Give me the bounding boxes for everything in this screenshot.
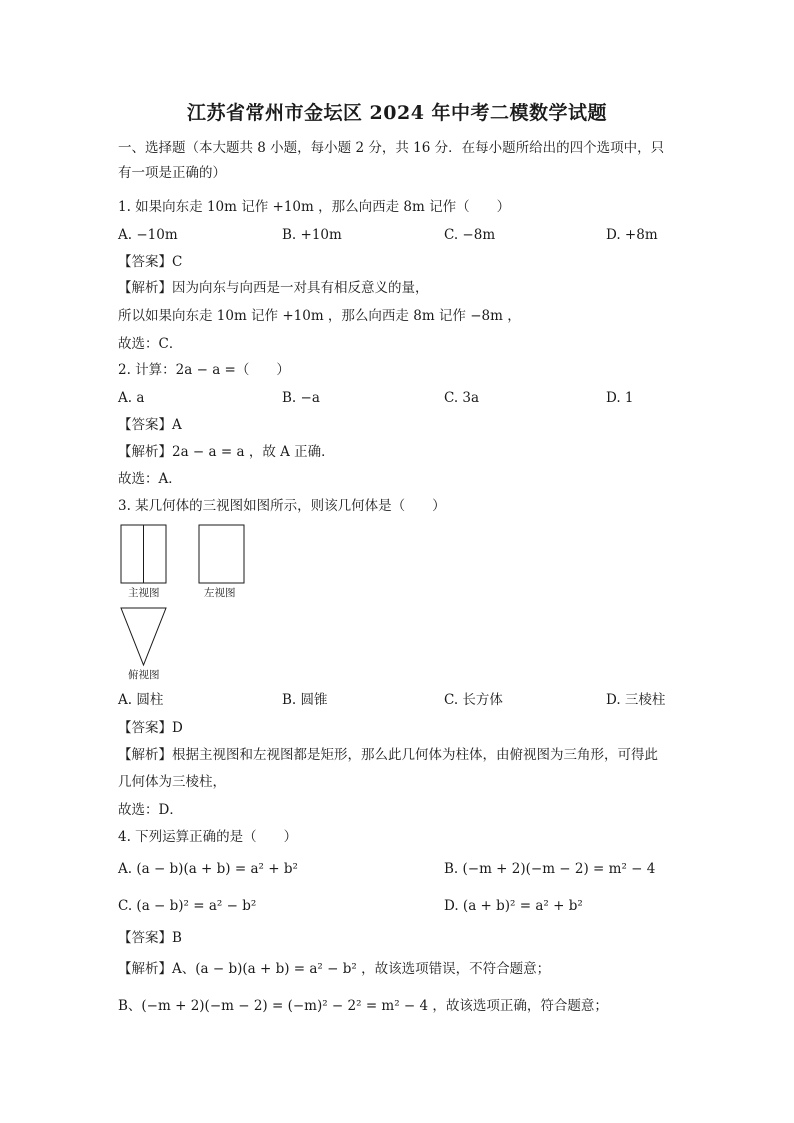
q2-option-a: A. a: [118, 390, 145, 406]
q2-conclusion: 故选：A．: [118, 471, 182, 487]
q3-option-a: A. 圆柱: [118, 692, 164, 708]
q1-conclusion: 故选：C．: [118, 336, 183, 352]
q4-option-d: D. (a + b)² = a² + b²: [444, 898, 583, 914]
q1-option-c: C. −8m: [444, 227, 496, 243]
q3-analysis-line2: 几何体为三棱柱，: [118, 774, 226, 790]
front-view-label: 主视图: [128, 587, 160, 599]
q2-option-b: B. −a: [282, 390, 320, 406]
section-header-line1: 一、选择题（本大题共 8 小题，每小题 2 分，共 16 分．在每小题所给出的四个选项中，只: [118, 140, 665, 156]
q1-option-a: A. −10m: [118, 227, 178, 243]
q4-option-c: C. (a − b)² = a² − b²: [118, 898, 257, 914]
q1-analysis-line1: 【解析】因为向东与向西是一对具有相反意义的量，: [118, 280, 429, 296]
q3-option-c: C. 长方体: [444, 692, 503, 708]
q1-answer: 【答案】C: [118, 254, 183, 270]
q4-answer: 【答案】B: [118, 930, 182, 946]
left-view-rectangle: [199, 525, 244, 583]
q4-option-a: A. (a − b)(a + b) = a² + b²: [118, 861, 298, 877]
q1-stem: 1. 如果向东走 10m 记作 +10m ，那么向西走 8m 记作（ ）: [118, 199, 511, 215]
q2-stem: 2. 计算：2a − a =（ ）: [118, 362, 290, 378]
page-title: 江苏省常州市金坛区 2024 年中考二模数学试题: [186, 102, 608, 124]
top-view-label: 俯视图: [128, 669, 160, 681]
q3-analysis-line1: 【解析】根据主视图和左视图都是矩形，那么此几何体为柱体，由俯视图为三角形，可得此: [118, 747, 658, 763]
q1-option-d: D. +8m: [606, 227, 658, 243]
q4-analysis-b: B、(−m + 2)(−m − 2) = (−m)² − 2² = m² − 4 ，故该选项正确，符合题意；: [118, 998, 608, 1014]
q2-option-d: D. 1: [606, 390, 634, 406]
q3-option-b: B. 圆锥: [282, 692, 328, 708]
section-header-line2: 有一项是正确的）: [118, 165, 226, 181]
q4-analysis-a: 【解析】A、(a − b)(a + b) = a² − b² ，故该选项错误，不符合题意；: [118, 961, 551, 977]
left-view-label: 左视图: [204, 587, 236, 599]
top-view-triangle: [121, 608, 166, 665]
q1-option-b: B. +10m: [282, 227, 342, 243]
q2-answer: 【答案】A: [118, 417, 182, 433]
q3-conclusion: 故选：D．: [118, 802, 183, 818]
front-view-rectangle: [121, 525, 166, 583]
q3-option-d: D. 三棱柱: [606, 692, 666, 708]
q3-stem: 3. 某几何体的三视图如图所示，则该几何体是（ ）: [118, 498, 446, 514]
q4-stem: 4. 下列运算正确的是（ ）: [118, 829, 298, 845]
q1-analysis-line2: 所以如果向东走 10m 记作 +10m ，那么向西走 8m 记作 −8m ，: [118, 308, 521, 324]
q4-option-b: B. (−m + 2)(−m − 2) = m² − 4: [444, 861, 656, 877]
q2-option-c: C. 3a: [444, 390, 480, 406]
q2-analysis: 【解析】2a − a = a ，故 A 正确．: [118, 444, 335, 460]
q3-answer: 【答案】D: [118, 720, 183, 736]
